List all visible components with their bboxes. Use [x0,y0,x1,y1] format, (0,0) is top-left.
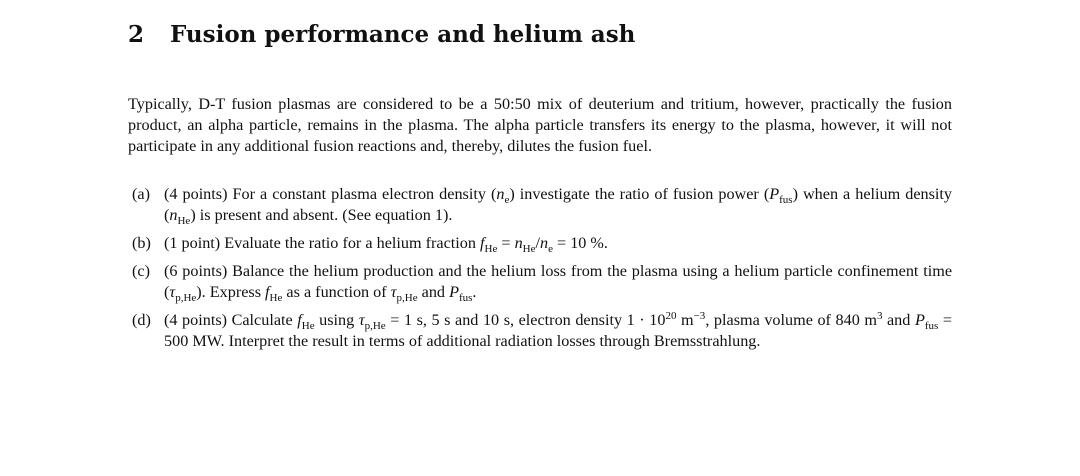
task-item [128,233,952,254]
section-number: 2 [128,21,145,48]
task-item [128,310,952,352]
task-item [128,184,952,226]
task-text: m [676,311,694,329]
task-text: (1 point) Evaluate the ratio for a helium fraction [164,234,480,252]
task-text: = 500 MW. Interpret the result in terms of additional radiation losses through Bremsstrahlung. [164,311,952,350]
math-symbol: $n_{He}$ [169,206,191,227]
exponent: 20 [665,310,677,322]
task-text: ). Express [196,283,266,301]
task-label: (a) [132,185,150,203]
math-symbol: $P_{fus}$ [769,185,793,206]
task-text: ) when a helium density ( [164,185,952,224]
task-label: (b) [132,234,151,252]
exponent: 3 [876,310,883,322]
task-text: and [417,283,450,301]
task-text: = 10 %. [552,234,608,252]
math-symbol: $\tau_{p,He}$ [358,311,386,332]
task-text: (6 points) Balance the helium production and the helium loss from the plasma using a helium particle confinement time ( [164,262,952,301]
math-expression: $f_{He} = n_{He}/n_e$ [480,234,553,255]
task-item [128,261,952,303]
task-text: as a function of [282,283,391,301]
math-symbol: $P_{fus}$ [449,283,473,304]
task-list [128,184,952,359]
math-symbol: $\tau_{p,He}$ [169,283,197,304]
task-text: using [314,311,359,329]
task-label: (d) [132,311,151,329]
task-text: (4 points) For a constant plasma electron density ( [164,185,497,203]
task-text: ) is present and absent. (See equation 1). [190,206,453,224]
task-text: and [882,311,915,329]
math-symbol: $\tau_{p,He}$ [390,283,418,304]
task-label: (c) [132,262,150,280]
task-text: , plasma volume of 840 m [705,311,877,329]
task-text: (4 points) Calculate [164,311,298,329]
exponent: −3 [693,310,706,322]
section-heading [128,20,635,50]
math-symbol: $P_{fus}$ [914,311,939,332]
section-title: Fusion performance and helium ash [170,21,636,48]
task-text: . [472,283,477,301]
math-symbol: $n_e$ [496,185,510,206]
intro-paragraph: Typically, D-T fusion plasmas are considered to be a 50:50 mix of deuterium and tritium, however, practically the fusion product, an alpha particle, remains in the plasma. The alpha particle transfers its energy to the plasma, however, it will not participate in any additional fusion reactions and, thereby, dilutes the fusion fuel. [128,95,952,155]
task-text: = 1 s, 5 s and 10 s, electron density 1 · 10 [385,311,666,329]
math-symbol: $f_{He}$ [297,311,315,332]
math-symbol: $f_{He}$ [265,283,283,304]
task-text: ) investigate the ratio of fusion power ( [509,185,770,203]
